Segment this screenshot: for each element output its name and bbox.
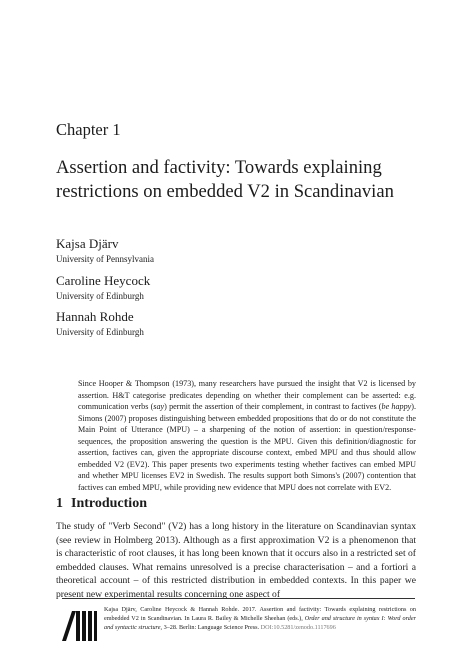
author-name: Kajsa Djärv [56,236,119,251]
citation-text: Kajsa Djärv, Caroline Heycock & Hannah Rohde. 2017. Assertion and factivity: Towards explaining restrictions on embedded V2 in Scandinavian. In Laura R. Bailey & Michelle Sheehan (eds.), [104,606,416,622]
abstract-text: ). Simons (2007) proposes distinguishing between embedded propositions that do or do not constitute the Main Point of Utterance (MPU) – a sharpening of the notion of assertion: in question/response-sequences, the proposition answering the question is the MPU. Given this definition/diagnostic for assertion, factives can, given the appropriate discourse context, embed MPU and thus should allow embedded V2 (EV2). This paper presents two experiments testing whether factives can embed MPU and whether MPU licenses EV2 in Swedish. The results support both Simons's (2007) contention that factives can embed MPU, while providing new evidence that MPU does not correlate with EV2. [78,402,416,492]
abstract-example-say: say [153,402,165,411]
citation-footer [104,606,416,632]
abstract-text: Since Hooper & Thompson (1973), many researchers have pursued the insight that V2 is licensed by assertion. H&T categorise predicates depending on whether their complement can be asserted: e.g. communication verbs ( [78,379,416,411]
footer-divider [62,598,415,599]
author-name: Hannah Rohde [56,309,134,324]
author-affiliation: University of Edinburgh [56,291,144,301]
doi-link[interactable]: DOI:10.5281/zenodo.1117696 [260,623,336,631]
book-title: Order and structure in syntax I: Word order and syntactic structure [104,614,416,631]
author-affiliation: University of Edinburgh [56,327,144,337]
section-body: The study of "Verb Second" (V2) has a long history in the literature on Scandinavian syntax (see review in Holmberg 2013). Although as a first approximation V2 is a phenomenon that is characteristic of root clauses, it has long been known that it occurs also in a restricted set of embedded clauses. What remains unresolved is a precise characterisation – and a fortiori a theoretical account – of this restricted distribution in embedded contexts. In this paper we present new experimental results concerning one aspect of [56,521,416,600]
language-science-press-logo-icon [60,607,98,643]
chapter-label: Chapter 1 [56,120,121,139]
chapter-title: Assertion and factivity: Towards explaining restrictions on embedded V2 in Scandinavian [56,157,394,202]
abstract-example-be-happy: be happy [381,402,412,411]
author-name: Caroline Heycock [56,273,151,288]
abstract-text: ) permit the assertion of their complement, in contrast to factives ( [164,402,382,411]
abstract [78,378,416,493]
citation-text: , 3–28. Berlin: Language Science Press. [160,623,261,631]
section-number: 1 [56,496,63,511]
section-title: Introduction [71,496,147,511]
author-affiliation: University of Pennsylvania [56,254,154,264]
section-heading [56,496,147,512]
